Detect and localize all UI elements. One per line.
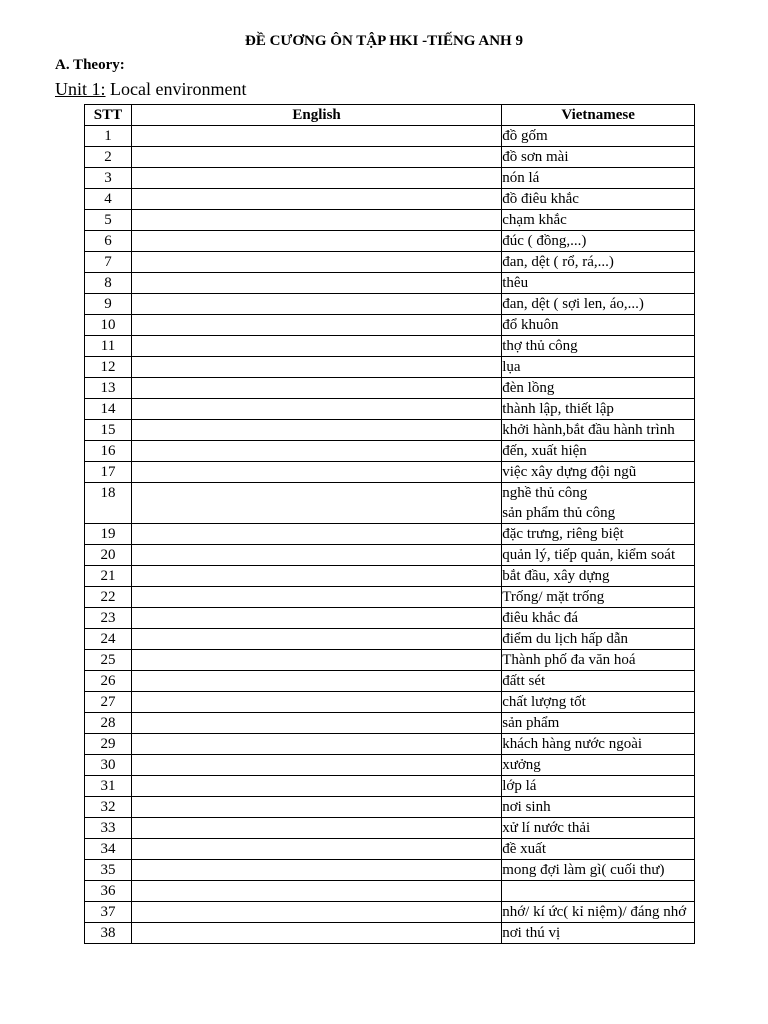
- row-number: 28: [85, 713, 132, 734]
- english-cell: [131, 524, 501, 545]
- row-number: 27: [85, 692, 132, 713]
- table-row: [85, 252, 695, 273]
- english-cell: [131, 189, 501, 210]
- vietnamese-cell: đan, dệt ( sợi len, áo,...): [502, 294, 695, 315]
- table-row: [85, 168, 695, 189]
- english-cell: [131, 713, 501, 734]
- table-row: [85, 126, 695, 147]
- table-row: [85, 273, 695, 294]
- english-cell: [131, 294, 501, 315]
- row-number: 36: [85, 881, 132, 902]
- table-row: [85, 671, 695, 692]
- row-number: 33: [85, 818, 132, 839]
- vocabulary-table: [84, 104, 695, 944]
- english-cell: [131, 441, 501, 462]
- table-row: [85, 755, 695, 776]
- row-number: 19: [85, 524, 132, 545]
- english-cell: [131, 168, 501, 189]
- table-row: [85, 441, 695, 462]
- vietnamese-cell: thành lập, thiết lập: [502, 399, 695, 420]
- vietnamese-cell: [502, 881, 695, 902]
- english-cell: [131, 126, 501, 147]
- vietnamese-cell: đèn lồng: [502, 378, 695, 399]
- english-cell: [131, 210, 501, 231]
- english-cell: [131, 755, 501, 776]
- table-row: [85, 629, 695, 650]
- section-heading: A. Theory:: [55, 57, 125, 73]
- row-number: 15: [85, 420, 132, 441]
- english-cell: [131, 902, 501, 923]
- header-stt: STT: [85, 105, 132, 126]
- vietnamese-cell: chất lượng tốt: [502, 692, 695, 713]
- row-number: 4: [85, 189, 132, 210]
- document-title: ĐỀ CƯƠNG ÔN TẬP HKI -TIẾNG ANH 9: [245, 33, 523, 49]
- vietnamese-cell: đan, dệt ( rổ, rá,...): [502, 252, 695, 273]
- vietnamese-cell: xử lí nước thải: [502, 818, 695, 839]
- english-cell: [131, 797, 501, 818]
- english-cell: [131, 483, 501, 524]
- english-cell: [131, 923, 501, 944]
- unit-heading: [55, 79, 246, 100]
- vietnamese-cell: khởi hành,bắt đầu hành trình: [502, 420, 695, 441]
- table-row: [85, 860, 695, 881]
- header-vietnamese: Vietnamese: [502, 105, 695, 126]
- row-number: 6: [85, 231, 132, 252]
- vietnamese-cell: Trống/ mặt trống: [502, 587, 695, 608]
- table-row: [85, 734, 695, 755]
- row-number: 13: [85, 378, 132, 399]
- table-row: [85, 357, 695, 378]
- english-cell: [131, 776, 501, 797]
- row-number: 2: [85, 147, 132, 168]
- vietnamese-cell: nơi thú vị: [502, 923, 695, 944]
- english-cell: [131, 734, 501, 755]
- vietnamese-cell: đổ khuôn: [502, 315, 695, 336]
- row-number: 29: [85, 734, 132, 755]
- english-cell: [131, 336, 501, 357]
- english-cell: [131, 545, 501, 566]
- vietnamese-cell: xưởng: [502, 755, 695, 776]
- table-row: [85, 608, 695, 629]
- unit-label: Unit 1:: [55, 79, 106, 99]
- table-row: [85, 147, 695, 168]
- english-cell: [131, 839, 501, 860]
- english-cell: [131, 587, 501, 608]
- vietnamese-cell: đề xuất: [502, 839, 695, 860]
- vietnamese-cell: điểm du lịch hấp dẫn: [502, 629, 695, 650]
- vietnamese-cell: sản phẩm: [502, 713, 695, 734]
- english-cell: [131, 650, 501, 671]
- english-cell: [131, 231, 501, 252]
- row-number: 8: [85, 273, 132, 294]
- english-cell: [131, 860, 501, 881]
- vietnamese-cell: nhớ/ kí ức( kỉ niệm)/ đáng nhớ: [502, 902, 695, 923]
- table-row: [85, 545, 695, 566]
- vietnamese-cell: thợ thủ công: [502, 336, 695, 357]
- english-cell: [131, 357, 501, 378]
- row-number: 9: [85, 294, 132, 315]
- table-row: [85, 524, 695, 545]
- table-row: [85, 462, 695, 483]
- row-number: 7: [85, 252, 132, 273]
- english-cell: [131, 399, 501, 420]
- table-row: [85, 399, 695, 420]
- row-number: 10: [85, 315, 132, 336]
- row-number: 37: [85, 902, 132, 923]
- table-row: [85, 797, 695, 818]
- english-cell: [131, 671, 501, 692]
- row-number: 24: [85, 629, 132, 650]
- row-number: 3: [85, 168, 132, 189]
- english-cell: [131, 273, 501, 294]
- table-row: [85, 776, 695, 797]
- table-row: [85, 189, 695, 210]
- table-row: [85, 336, 695, 357]
- row-number: 14: [85, 399, 132, 420]
- english-cell: [131, 818, 501, 839]
- row-number: 31: [85, 776, 132, 797]
- row-number: 1: [85, 126, 132, 147]
- row-number: 26: [85, 671, 132, 692]
- table-row: [85, 881, 695, 902]
- row-number: 25: [85, 650, 132, 671]
- table-row: [85, 902, 695, 923]
- table-row: [85, 315, 695, 336]
- table-row: [85, 650, 695, 671]
- english-cell: [131, 378, 501, 399]
- table-row: [85, 839, 695, 860]
- row-number: 11: [85, 336, 132, 357]
- row-number: 35: [85, 860, 132, 881]
- table-row: [85, 713, 695, 734]
- vietnamese-cell: lớp lá: [502, 776, 695, 797]
- table-row: [85, 587, 695, 608]
- english-cell: [131, 629, 501, 650]
- table-row: [85, 483, 695, 524]
- english-cell: [131, 420, 501, 441]
- row-number: 18: [85, 483, 132, 524]
- row-number: 16: [85, 441, 132, 462]
- row-number: 21: [85, 566, 132, 587]
- row-number: 32: [85, 797, 132, 818]
- vietnamese-cell: bắt đầu, xây dựng: [502, 566, 695, 587]
- english-cell: [131, 147, 501, 168]
- vietnamese-cell: đấtt sét: [502, 671, 695, 692]
- row-number: 34: [85, 839, 132, 860]
- row-number: 38: [85, 923, 132, 944]
- vietnamese-cell: đúc ( đồng,...): [502, 231, 695, 252]
- english-cell: [131, 692, 501, 713]
- vietnamese-cell: việc xây dựng đội ngũ: [502, 462, 695, 483]
- table-row: [85, 420, 695, 441]
- vietnamese-cell: đồ điêu khắc: [502, 189, 695, 210]
- row-number: 17: [85, 462, 132, 483]
- english-cell: [131, 881, 501, 902]
- vietnamese-cell: Thành phố đa văn hoá: [502, 650, 695, 671]
- vietnamese-cell: đồ gốm: [502, 126, 695, 147]
- vietnamese-cell: mong đợi làm gì( cuối thư): [502, 860, 695, 881]
- vietnamese-cell: nơi sinh: [502, 797, 695, 818]
- vietnamese-cell: điêu khắc đá: [502, 608, 695, 629]
- table-row: [85, 294, 695, 315]
- table-row: [85, 210, 695, 231]
- table-row: [85, 923, 695, 944]
- english-cell: [131, 252, 501, 273]
- header-english: English: [131, 105, 501, 126]
- vietnamese-cell: đồ sơn mài: [502, 147, 695, 168]
- english-cell: [131, 608, 501, 629]
- table-row: [85, 231, 695, 252]
- english-cell: [131, 315, 501, 336]
- table-header-row: [85, 105, 695, 126]
- vietnamese-cell: quản lý, tiếp quản, kiểm soát: [502, 545, 695, 566]
- table-row: [85, 378, 695, 399]
- vietnamese-cell: chạm khắc: [502, 210, 695, 231]
- table-row: [85, 692, 695, 713]
- row-number: 20: [85, 545, 132, 566]
- vietnamese-cell: khách hàng nước ngoài: [502, 734, 695, 755]
- english-cell: [131, 566, 501, 587]
- row-number: 12: [85, 357, 132, 378]
- row-number: 23: [85, 608, 132, 629]
- row-number: 22: [85, 587, 132, 608]
- row-number: 30: [85, 755, 132, 776]
- vietnamese-cell: nón lá: [502, 168, 695, 189]
- english-cell: [131, 462, 501, 483]
- vietnamese-cell: thêu: [502, 273, 695, 294]
- vietnamese-cell: đến, xuất hiện: [502, 441, 695, 462]
- row-number: 5: [85, 210, 132, 231]
- table-row: [85, 566, 695, 587]
- unit-name: Local environment: [105, 79, 247, 99]
- vietnamese-cell: lụa: [502, 357, 695, 378]
- table-row: [85, 818, 695, 839]
- vietnamese-cell: đặc trưng, riêng biệt: [502, 524, 695, 545]
- vietnamese-cell: nghề thủ công sản phẩm thủ công: [502, 483, 695, 524]
